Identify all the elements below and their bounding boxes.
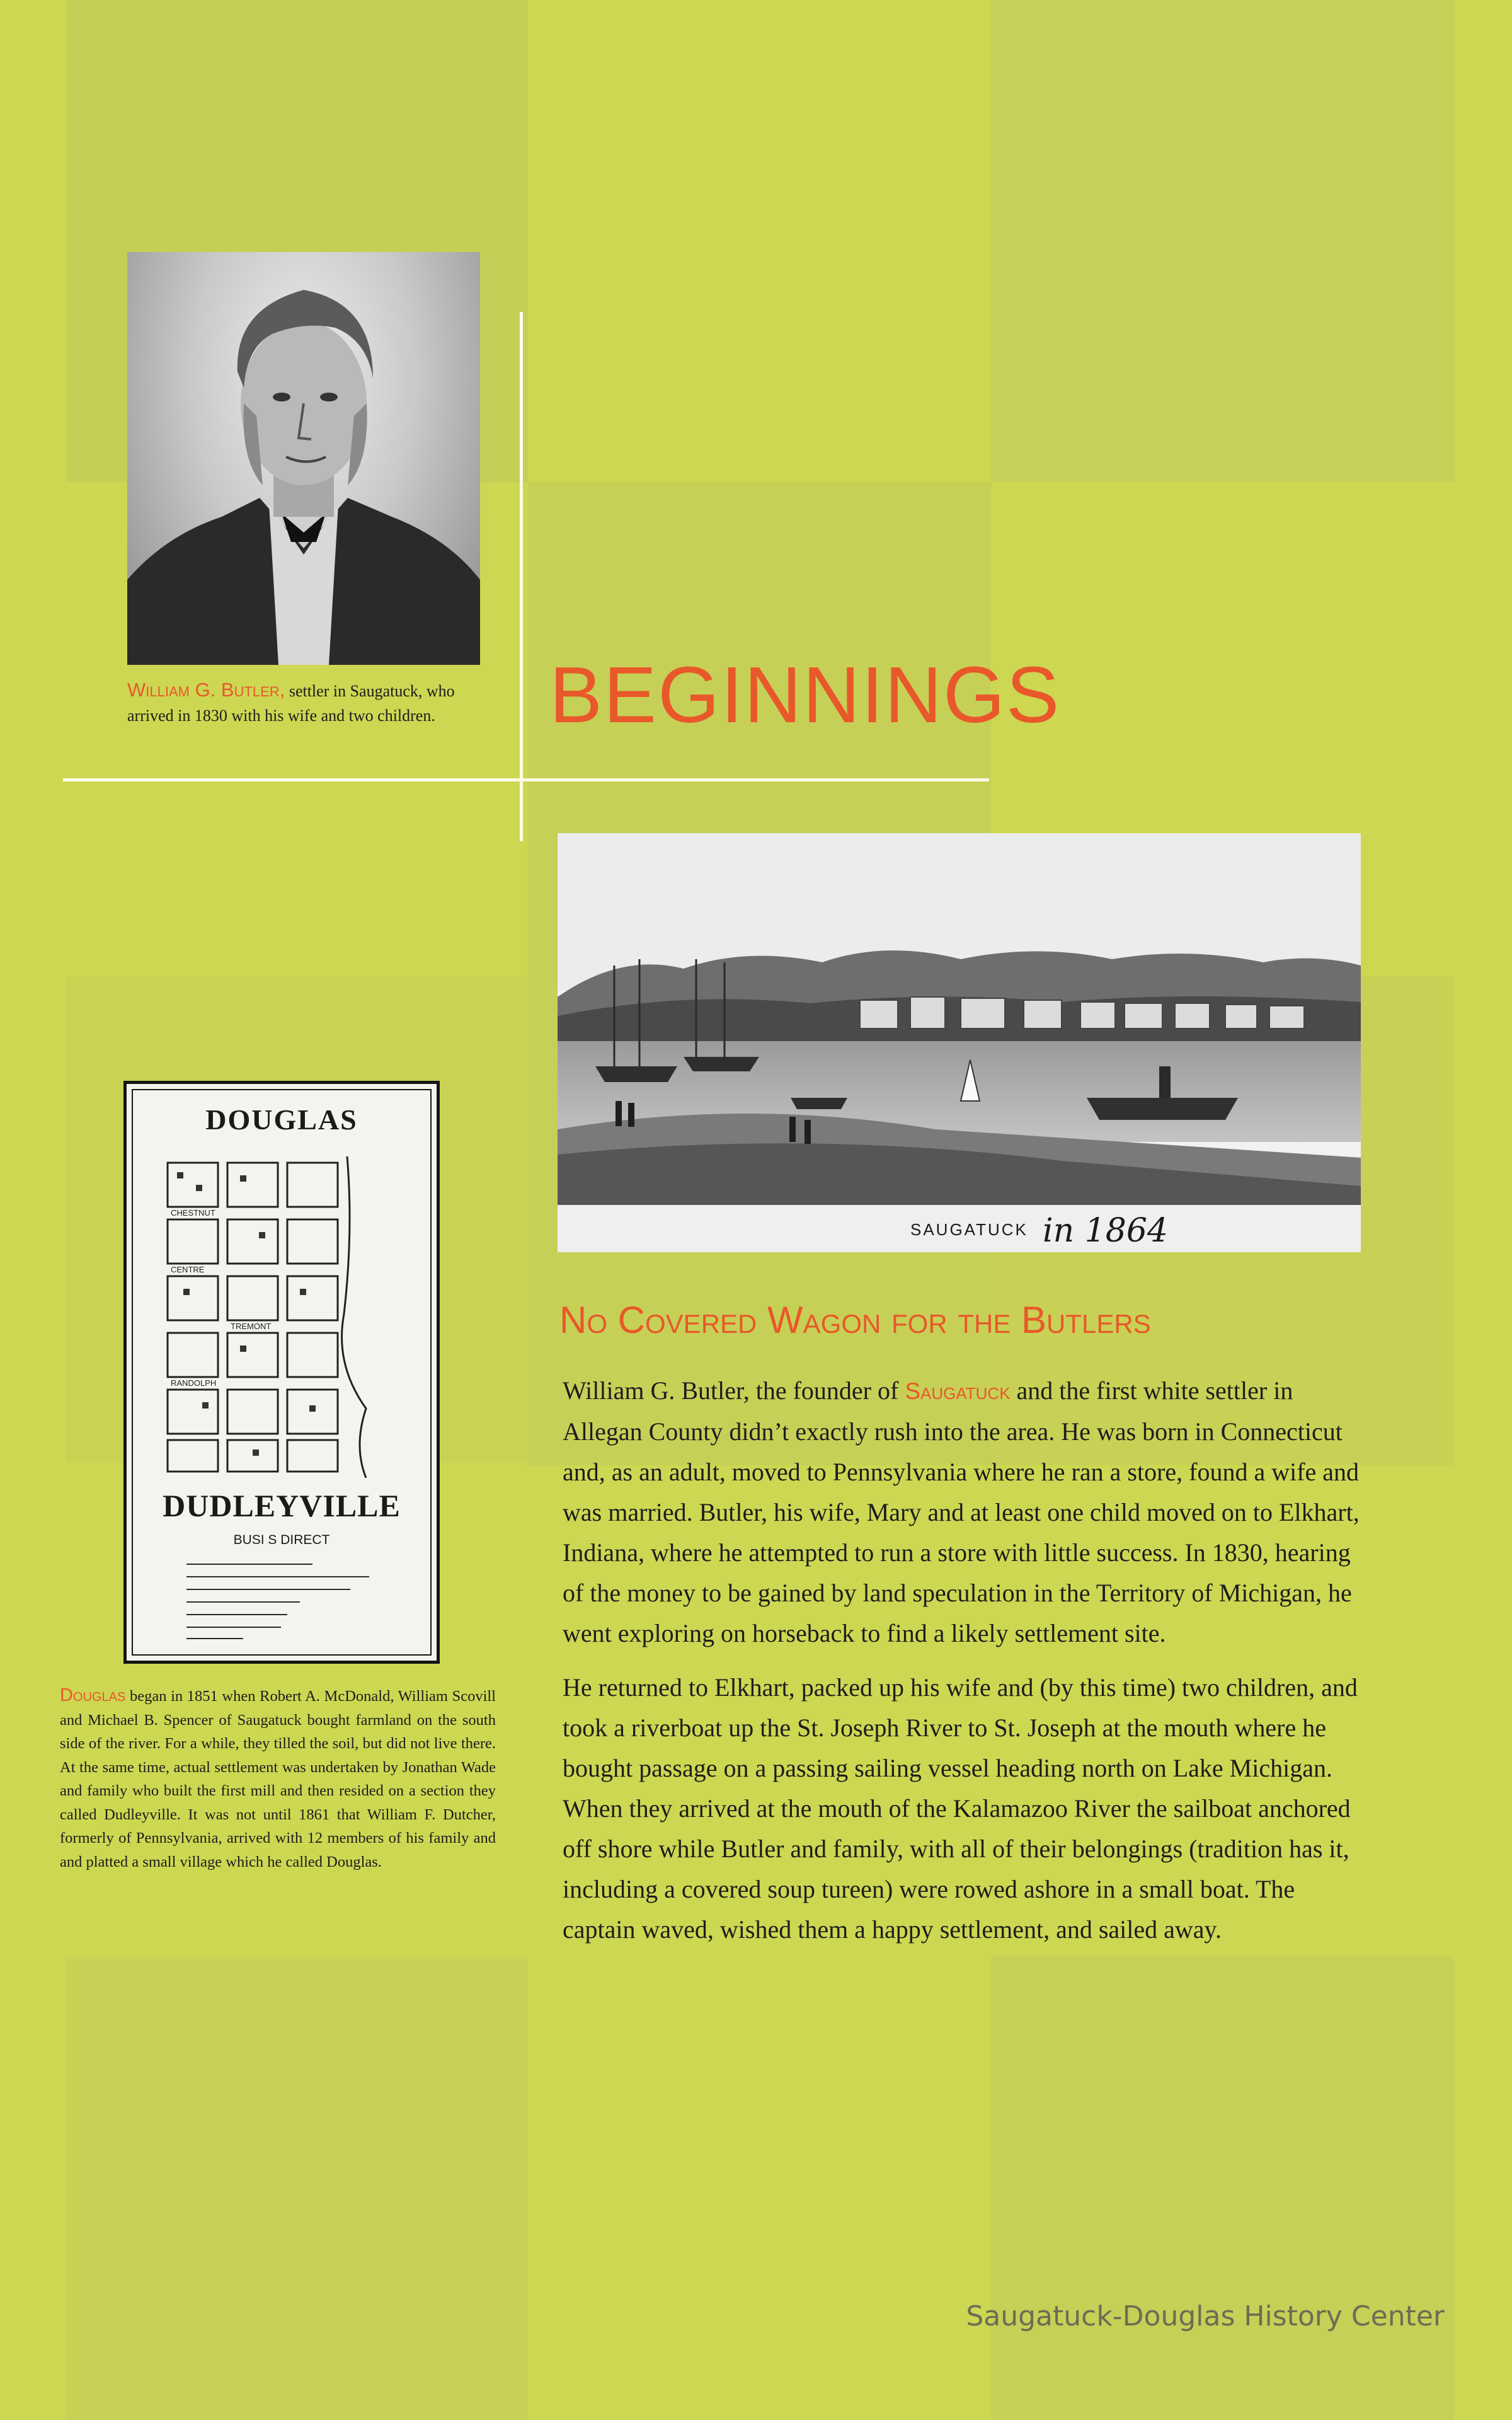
p1-text-before: William G. Butler, the founder of [563,1376,905,1405]
douglas-history-text [60,1684,496,1874]
harbor-handwriting: in 1864 [1043,1212,1168,1250]
article-heading: No Covered Wagon for the Butlers [559,1299,1151,1341]
caption-name: William G. Butler, [127,679,285,701]
portrait-caption [127,677,493,728]
harbor-label: SAUGATUCK [910,1220,1028,1239]
article-paragraph-1 [563,1371,1363,1654]
street-label: CENTRE [171,1265,205,1274]
article-paragraph-2: He returned to Elkhart, packed up his wife and (by this time) two children, and took a riverboat up the St. Joseph River to St. Joseph at the mouth where he bought passage on a passing sailing vessel heading north on Lake Michigan. When they arrived at the mouth of the Kalamazoo River the sailboat anchored off shore while Butler and family, with all of their belongings (tradition has it, including a covered soup tureen) were rowed ashore in a small boat. The captain waved, wished them a happy settlement, and sailed away. [563,1673,1358,1944]
street-label: CHESTNUT [171,1208,215,1218]
vertical-rule [520,312,523,841]
street-label: TREMONT [231,1322,272,1331]
map-street-grid [164,1156,372,1478]
saugatuck-highlight: Saugatuck [905,1378,1011,1404]
background-panel [991,0,1454,482]
footer-credit: Saugatuck-Douglas History Center [966,2300,1445,2332]
page-title: BEGINNINGS [549,650,1061,739]
background-panel [66,1957,528,2420]
douglas-body: began in 1851 when Robert A. McDonald, William Scovill and Michael B. Spencer of Saugatuck bought farmland on the south side of the river. For a while, they tilled the soil, but did not live there. At the same time, actual settlement was undertaken by Jonathan Wade and family who built the first mill and then resided on a section they called Dudleyville. It was not until 1861 that William F. Dutcher, formerly of Pennsylvania, arrived with 12 members of his family and and platted a small village which he called Douglas. [60,1688,496,1870]
map-title-douglas: DOUGLAS [205,1103,358,1136]
map-title-dudleyville: DUDLEYVILLE [163,1488,401,1523]
background-panel [991,1957,1454,2420]
street-label: RANDOLPH [171,1378,217,1388]
horizontal-rule [63,778,989,781]
p1-text-after: and the first white settler in Allegan County didn’t exactly rush into the area. He was born in Connecticut and, as an adult, moved to Pennsylvania where he ran a store, found a wife and was married. Butler, his wife, Mary and at least one child moved on to Elkhart, Indiana, where he attempted to run a store with little success. In 1830, hearing of the money to be gained by land speculation in the Territory of Michigan, he went exploring on horseback to find a likely settlement site. [563,1376,1360,1647]
saugatuck-harbor-engraving [558,833,1361,1252]
douglas-lead: Douglas [60,1685,126,1705]
caption-text: settler in Saugatuck, who arrived in 1830 with his wife and two children. [127,682,455,725]
map-subtitle: BUSI S DIRECT [233,1533,330,1547]
douglas-plat-map [123,1081,440,1664]
map-business-directory [186,1558,388,1640]
portrait-photo-william-butler [127,252,480,665]
article-body [563,1371,1363,1964]
